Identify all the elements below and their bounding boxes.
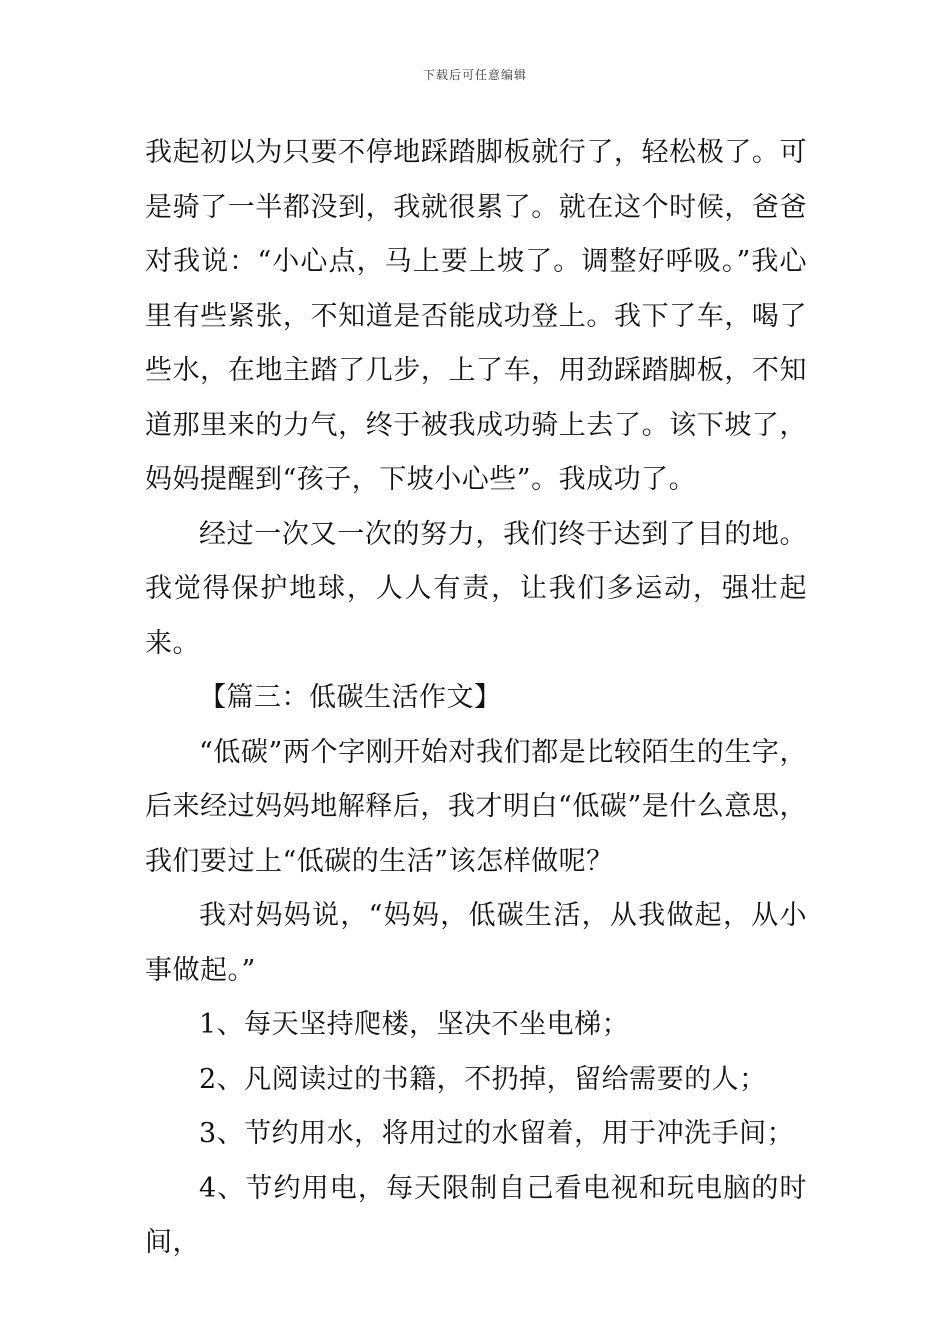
header-note: 下载后可任意编辑 bbox=[422, 68, 527, 82]
list-item: 1、每天坚持爬楼，坚决不坐电梯； bbox=[199, 1009, 630, 1040]
paragraph-bike-ride: 我起初以为只要不停地踩踏脚板就行了，轻松极了。可是骑了一半都没到，我就很累了。就在这个时候，爸爸对我说：“小心点，马上要上坡了。调整好呼吸。”我心里有些紧张，不知道是否能成功登上。我下了车，喝了些水，在地主踏了几步，上了车，用劲踩踏脚板，不知道那里来的力气，终于被我成功骑上去了。该下坡了，妈妈提醒到“孩子，下坡小心些”。我成功了。 bbox=[145, 137, 807, 495]
list-item: 4、节约用电，每天限制自己看电视和玩电脑的时间， bbox=[145, 1172, 807, 1258]
document-body bbox=[145, 126, 807, 1271]
paragraph-destination: 经过一次又一次的努力，我们终于达到了目的地。我觉得保护地球，人人有责，让我们多运动，强壮起来。 bbox=[145, 518, 807, 659]
list-item: 3、节约用水，将用过的水留着，用于冲洗手间； bbox=[199, 1118, 795, 1149]
section-heading: 【篇三：低碳生活作文】 bbox=[199, 682, 502, 713]
paragraph-low-carbon-intro: “低碳”两个字刚开始对我们都是比较陌生的生字，后来经过妈妈地解释后，我才明白“低碳”是什么意思，我们要过上“低碳的生活”该怎样做呢？ bbox=[145, 736, 807, 877]
list-item: 2、凡阅读过的书籍，不扔掉，留给需要的人； bbox=[199, 1063, 767, 1095]
paragraph-quote: 我对妈妈说，“妈妈，低碳生活，从我做起，从小事做起。” bbox=[145, 900, 807, 986]
